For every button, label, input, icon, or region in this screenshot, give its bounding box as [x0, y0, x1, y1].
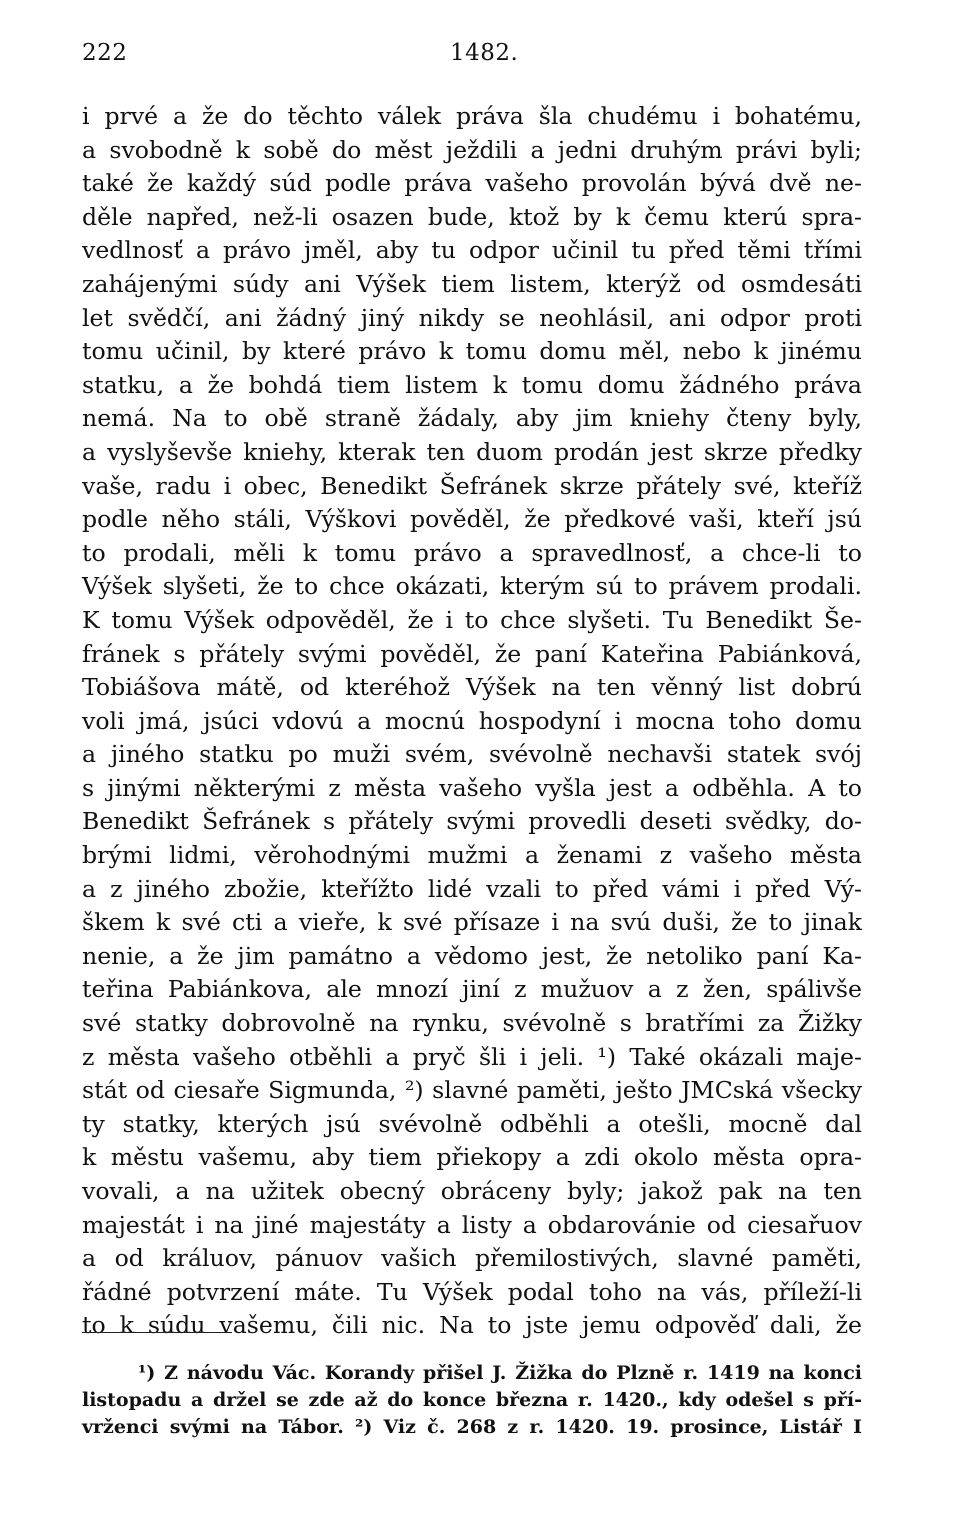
text-line: fránek s přátely svými pověděl, že paní Kateřina Pabiánková, [82, 639, 862, 668]
text-line: voli jmá, jsúci vdovú a mocnú hospodyní i mocna toho domu [82, 706, 862, 735]
text-line: teřina Pabiánkova, ale mnozí jiní z mužuov a z žen, spálivše [82, 975, 862, 1004]
text-line: Tobiášova mátě, od kteréhož Výšek na ten věnný list dobrú [82, 673, 862, 702]
page-number: 222 [82, 40, 128, 66]
running-year: 1482. [450, 40, 519, 66]
text-line: z města vašeho otběhli a pryč šli i jeli. ¹) Také okázali maje- [82, 1042, 862, 1071]
text-line: let svědčí, ani žádný jiný nikdy se neohlásil, ani odpor proti [82, 303, 862, 332]
text-line: Benedikt Šefránek s přátely svými provedli deseti svědky, do- [82, 807, 862, 836]
text-line: také že každý súd podle práva vašeho provolán bývá dvě ne- [82, 169, 862, 198]
text-line: to prodali, měli k tomu právo a spravedlnosť, a chce-li to [82, 538, 862, 567]
text-line: vaše, radu i obec, Benedikt Šefránek skrze přátely své, kteříž [82, 471, 862, 500]
text-line: řádné potvrzení máte. Tu Výšek podal toho na vás, příleží-li [82, 1277, 862, 1306]
footnote-divider [82, 1332, 232, 1333]
text-line: brými lidmi, věrohodnými mužmi a ženami z vašeho města [82, 841, 862, 870]
text-line: to k súdu vašemu, čili nic. Na to jste jemu odpověď dali, že [82, 1311, 862, 1340]
text-line: své statky dobrovolně na rynku, svévolně s bratřími za Žižky [82, 1009, 862, 1038]
text-line: a jiného statku po muži svém, svévolně nechavši statek svój [82, 740, 862, 769]
text-line: i prvé a že do těchto válek práva šla chudému i bohatému, [82, 102, 862, 130]
footnotes [82, 1360, 862, 1441]
text-line: Výšek slyšeti, že to chce okázati, kterým sú to právem prodali. [82, 572, 862, 601]
text-line: nenie, a že jim památno a vědomo jest, že netoliko paní Ka- [82, 941, 862, 970]
text-line: nemá. Na to obě straně žádaly, aby jim kniehy čteny byly, [82, 404, 862, 433]
text-line: a z jiného zbožie, kteřížto lidé vzali to před vámi i před Vý- [82, 874, 862, 903]
text-line: s jinými některými z města vašeho vyšla jest a odběhla. A to [82, 773, 862, 802]
text-line: a svobodně k sobě do měst ježdili a jedni druhým právi byli; [82, 135, 862, 164]
body-text [82, 100, 862, 1343]
text-line: podle něho stáli, Výškovi pověděl, že předkové vaši, kteří jsú [82, 505, 862, 534]
text-line: děle napřed, než-li osazen bude, ktož by k čemu kterú spra- [82, 202, 862, 231]
text-line: majestát i na jiné majestáty a listy a obdarovánie od ciesařuov [82, 1210, 862, 1239]
text-line: a vyslyševše kniehy, kterak ten duom prodán jest skrze předky [82, 437, 862, 466]
page-header [82, 40, 860, 70]
text-line: vedlnosť a právo jměl, aby tu odpor učinil tu před těmi třími [82, 236, 862, 265]
text-line: a od králuov, pánuov vašich přemilostivých, slavné paměti, [82, 1244, 862, 1273]
text-line: zahájenými súdy ani Výšek tiem listem, kterýž od osmdesáti [82, 269, 862, 298]
text-line: stát od ciesaře Sigmunda, ²) slavné paměti, ješto JMCská všecky [82, 1076, 862, 1105]
text-line: tomu učinil, by které právo k tomu domu měl, nebo k jinému [82, 337, 862, 366]
text-line: statku, a že bohdá tiem listem k tomu domu žádného práva [82, 370, 862, 399]
text-line: ty statky, kterých jsú svévolně odběhli a otešli, mocně dal [82, 1109, 862, 1138]
footnote-line: vrženci svými na Tábor. ²) Viz č. 268 z r. 1420. 19. prosince, Listář I [82, 1416, 862, 1438]
text-line: škem k své cti a vieře, k své přísaze i na svú duši, že to jinak [82, 908, 862, 937]
footnote-line: ¹) Z návodu Vác. Korandy přišel J. Žižka do Plzně r. 1419 na konci [138, 1362, 862, 1384]
text-line: k městu vašemu, aby tiem přiekopy a zdi okolo města opra- [82, 1143, 862, 1172]
footnote-line: listopadu a držel se zde až do konce března r. 1420., kdy odešel s pří- [82, 1389, 862, 1411]
text-line: vovali, a na užitek obecný obráceny byly; jakož pak na ten [82, 1177, 862, 1205]
text-line: K tomu Výšek odpověděl, že i to chce slyšeti. Tu Benedikt Še- [82, 605, 862, 634]
